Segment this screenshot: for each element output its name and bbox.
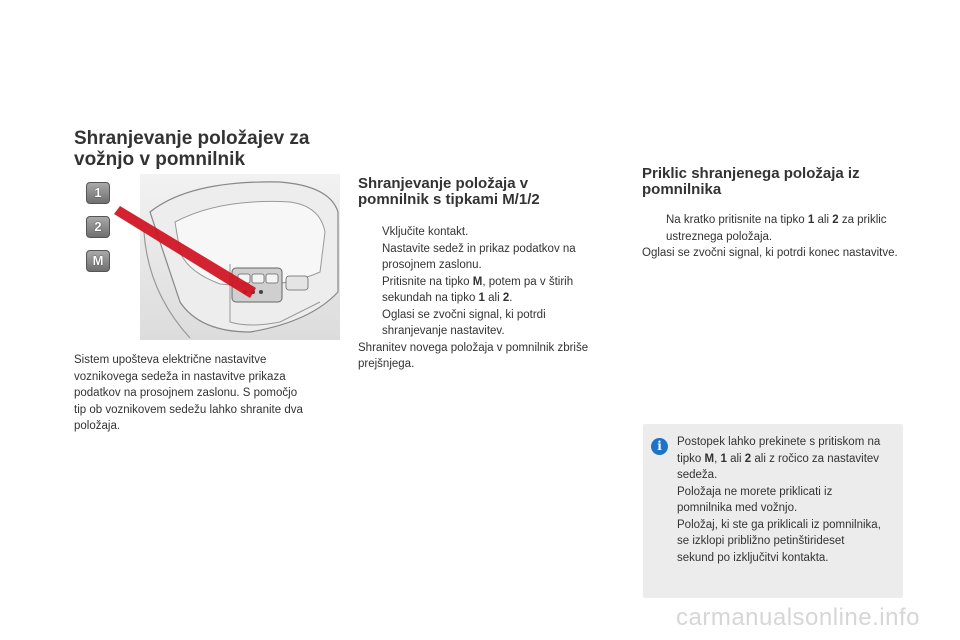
store-step-3-or: ali (484, 292, 503, 304)
store-note-line2: prejšnjega. (358, 358, 415, 370)
recall-note: Oglasi se zvočni signal, ki potrdi konec nastavitve. (642, 247, 898, 259)
page-title-line2: vožnjo v pomnilnik (74, 149, 246, 170)
intro-line: Sistem upošteva električne nastavitve (74, 354, 267, 366)
info-line2-sep: , (714, 452, 721, 465)
section-recall-title (642, 166, 922, 198)
section-store (358, 176, 618, 373)
recall-step-1-or: ali (814, 214, 833, 226)
key-1: 1 (478, 292, 485, 304)
key-1: 1 (720, 452, 727, 465)
store-step-3 (358, 274, 618, 340)
key-m: M (704, 452, 715, 465)
store-step-3-end: . (509, 292, 513, 304)
intro-line: voznikovega sedeža in nastavitve prikaza (74, 370, 286, 383)
store-step-2-text-cont: prosojnem zaslonu. (382, 259, 482, 271)
info-line2-or: ali (726, 452, 745, 465)
store-note-line1: Shranitev novega položaja v pomnilnik zbriše (358, 341, 589, 354)
section-store-title (358, 176, 618, 208)
store-step-3-line2: sekundah na tipko (382, 292, 479, 304)
info-line: sekund po izključitvi kontakta. (677, 551, 829, 564)
store-step-3-text: Pritisnite na tipko (382, 275, 473, 288)
store-step-3-line3: Oglasi se zvočni signal, ki potrdi (382, 308, 546, 321)
info-line2-post: ali z ročico za nastavitev (751, 452, 880, 465)
info-line (677, 451, 901, 468)
key-2: 2 (502, 292, 510, 304)
info-line: Položaja ne morete priklicati iz (677, 485, 833, 498)
store-step-1-text: Vključite kontakt. (382, 226, 469, 238)
info-line2-pre: tipko (677, 452, 705, 465)
store-note (358, 340, 618, 373)
key-m: M (472, 275, 483, 288)
store-step-3-line4: shranjevanje nastavitev. (382, 325, 505, 337)
seat-drawing (80, 172, 342, 342)
intro-line: podatkov na prosojnem zaslonu. S pomočjo (74, 387, 298, 399)
info-box-text (677, 434, 901, 566)
memory-button-2 (86, 216, 110, 238)
info-line: pomnilnika med vožnjo. (677, 502, 798, 514)
intro-line: položaja. (74, 420, 121, 432)
store-steps-list (358, 224, 618, 340)
recall-step-1-text: Na kratko pritisnite na tipko (666, 214, 808, 226)
section-store-title-line2: pomnilnik s tipkami M/1/2 (358, 191, 540, 208)
store-step-3-text-post: , potem pa v štirih (482, 275, 574, 288)
info-line: sedeža. (677, 469, 718, 481)
key-1: 1 (807, 214, 815, 226)
info-line: Postopek lahko prekinete s pritiskom na (677, 436, 881, 448)
info-line: Položaj, ki ste ga priklicali iz pomnilnika, (677, 518, 881, 531)
store-step-2 (358, 241, 618, 274)
memory-button-1-label: 1 (94, 185, 102, 200)
intro-paragraph (74, 352, 344, 435)
store-step-1 (358, 224, 618, 241)
info-icon: i (651, 438, 668, 455)
page-title-line1: Shranjevanje položajev za (74, 128, 310, 149)
key-2: 2 (832, 214, 839, 226)
recall-step-1 (642, 212, 922, 245)
section-recall-title-line1: Priklic shranjenega položaja iz (642, 165, 860, 182)
memory-button-m-label: M (92, 253, 104, 268)
recall-step-1-post: za priklic (838, 214, 887, 226)
section-recall (642, 166, 922, 262)
info-box (643, 424, 903, 598)
memory-button-m (86, 250, 110, 272)
page-title (74, 128, 309, 170)
info-line: se izklopi približno petinštirideset (677, 535, 845, 547)
recall-steps-list (642, 212, 922, 245)
section-recall-title-line2: pomnilnika (642, 181, 722, 198)
store-step-2-text: Nastavite sedež in prikaz podatkov na (382, 242, 576, 255)
intro-line: tip ob voznikovem sedežu lahko shranite dva (74, 403, 303, 416)
memory-button-2-label: 2 (94, 219, 102, 234)
seat-illustration (80, 172, 342, 342)
footer-watermark: carmanualsonline.info (676, 604, 920, 631)
recall-step-1-line2: ustreznega položaja. (666, 230, 773, 243)
section-store-title-line1: Shranjevanje položaja v (358, 175, 529, 192)
key-2: 2 (744, 452, 752, 465)
memory-button-1 (86, 182, 110, 204)
